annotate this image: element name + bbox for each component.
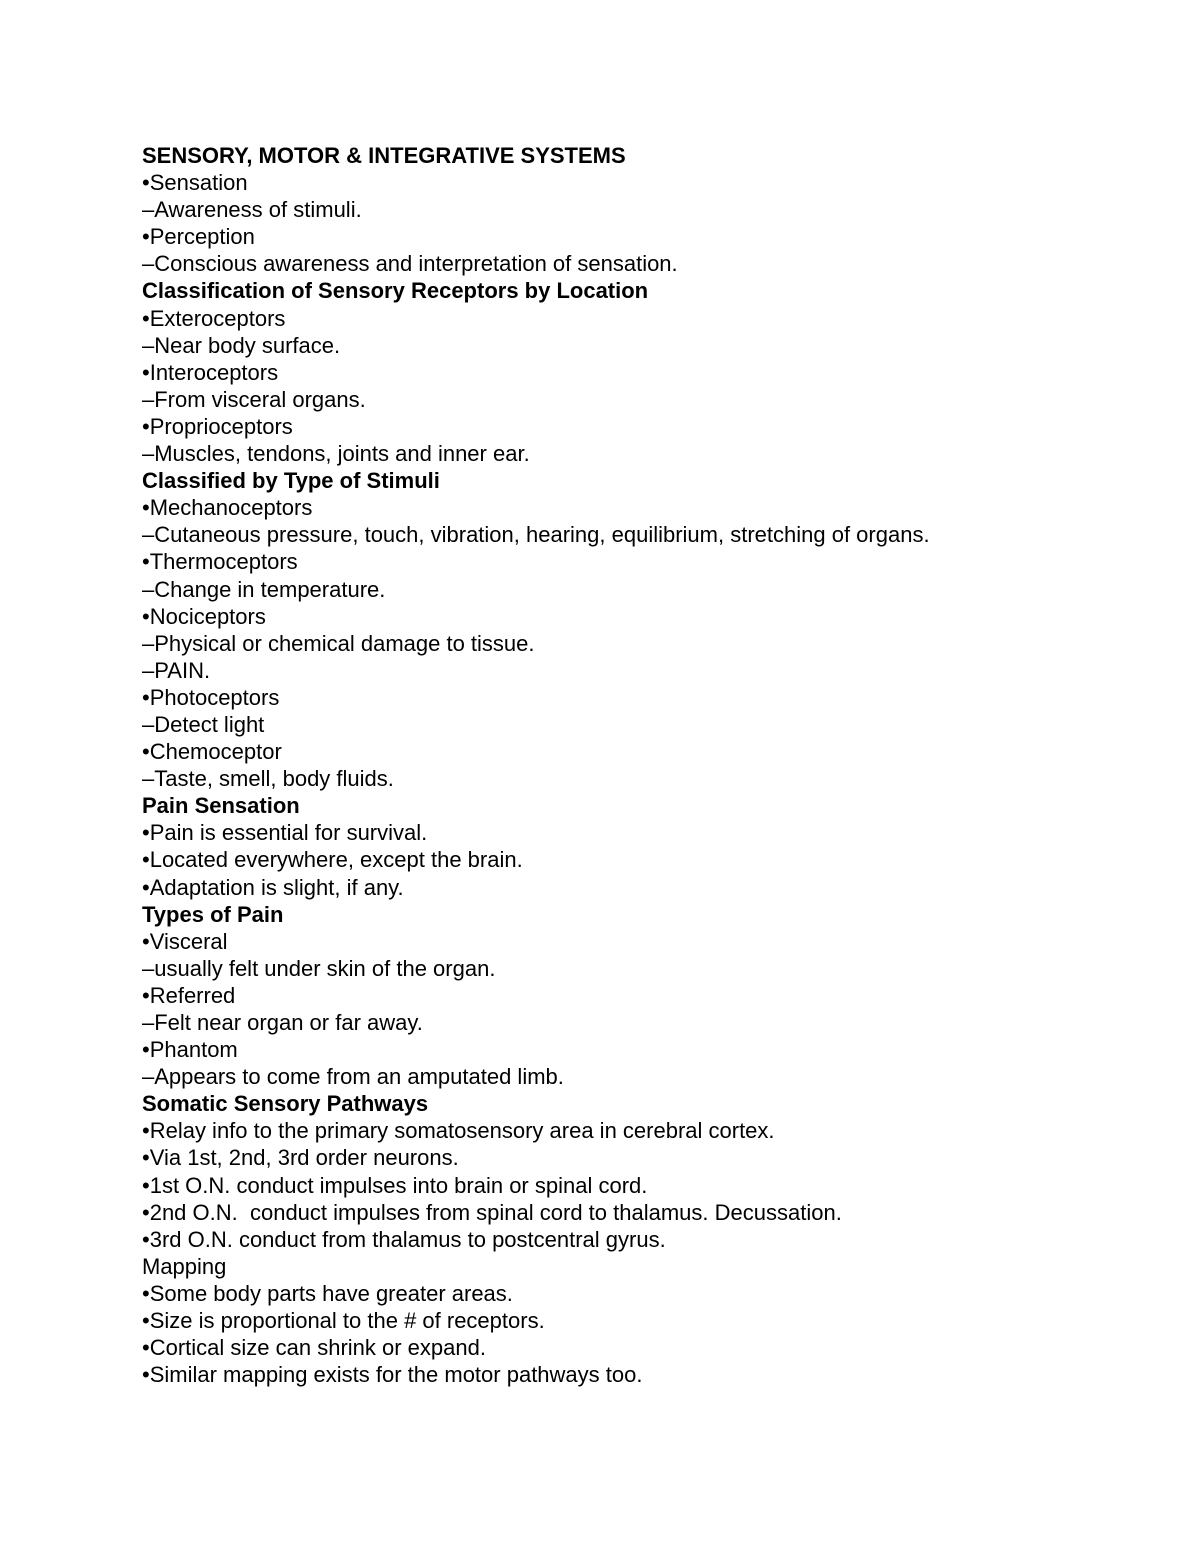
text-line: •Adaptation is slight, if any. (142, 874, 404, 900)
text-line: •Chemoceptor (142, 739, 282, 765)
text-line: •Proprioceptors (142, 413, 293, 439)
text-line: •Perception (142, 224, 255, 250)
text-line: •2nd O.N. conduct impulses from spinal cord to thalamus. Decussation. (142, 1199, 842, 1225)
text-line: •Via 1st, 2nd, 3rd order neurons. (142, 1145, 459, 1171)
section-heading: Types of Pain (142, 901, 284, 927)
text-line: –Cutaneous pressure, touch, vibration, hearing, equilibrium, stretching of organs. (142, 522, 930, 548)
text-line: •Similar mapping exists for the motor pathways too. (142, 1362, 643, 1388)
text-line: –PAIN. (142, 657, 211, 683)
section-heading: SENSORY, MOTOR & INTEGRATIVE SYSTEMS (142, 143, 626, 168)
text-line: •Interoceptors (142, 359, 279, 385)
section-heading: Pain Sensation (142, 793, 300, 819)
text-line: •Relay info to the primary somatosensory area in cerebral cortex. (142, 1118, 775, 1144)
section-heading: Somatic Sensory Pathways (142, 1091, 429, 1117)
text-line: •Mechanoceptors (142, 495, 313, 521)
text-line: •Exteroceptors (142, 305, 286, 331)
text-line: •Located everywhere, except the brain. (142, 847, 523, 873)
text-line: •Sensation (142, 170, 248, 196)
text-line: •Nociceptors (142, 603, 266, 629)
section-heading: Classification of Sensory Receptors by Location (142, 278, 649, 304)
text-line: •Size is proportional to the # of receptors. (142, 1308, 545, 1334)
text-line: •Referred (142, 982, 236, 1008)
text-line: –Awareness of stimuli. (142, 197, 362, 223)
document-body (142, 142, 1142, 1388)
text-line: •Pain is essential for survival. (142, 820, 428, 846)
text-line: –Appears to come from an amputated limb. (142, 1064, 564, 1090)
text-line: –Change in temperature. (142, 576, 386, 602)
text-line: –Taste, smell, body fluids. (142, 766, 394, 792)
text-line: •Visceral (142, 928, 228, 954)
text-line: –Conscious awareness and interpretation of sensation. (142, 251, 678, 277)
section-heading: Classified by Type of Stimuli (142, 468, 440, 494)
text-line: •Thermoceptors (142, 549, 298, 575)
text-line: –Muscles, tendons, joints and inner ear. (142, 441, 530, 467)
text-line: •1st O.N. conduct impulses into brain or spinal cord. (142, 1172, 648, 1198)
text-line: Mapping (142, 1253, 227, 1279)
text-line: –Felt near organ or far away. (142, 1010, 423, 1035)
text-line: •Cortical size can shrink or expand. (142, 1335, 486, 1361)
text-line: •Phantom (142, 1037, 238, 1063)
text-line: –Physical or chemical damage to tissue. (142, 630, 535, 656)
text-line: –usually felt under skin of the organ. (142, 955, 496, 981)
text-line: –Detect light (142, 711, 265, 737)
text-line: •Some body parts have greater areas. (142, 1280, 513, 1306)
text-line: •3rd O.N. conduct from thalamus to postcentral gyrus. (142, 1226, 666, 1252)
text-line: •Photoceptors (142, 684, 280, 710)
text-line: –Near body surface. (142, 332, 341, 358)
text-line: –From visceral organs. (142, 386, 366, 412)
